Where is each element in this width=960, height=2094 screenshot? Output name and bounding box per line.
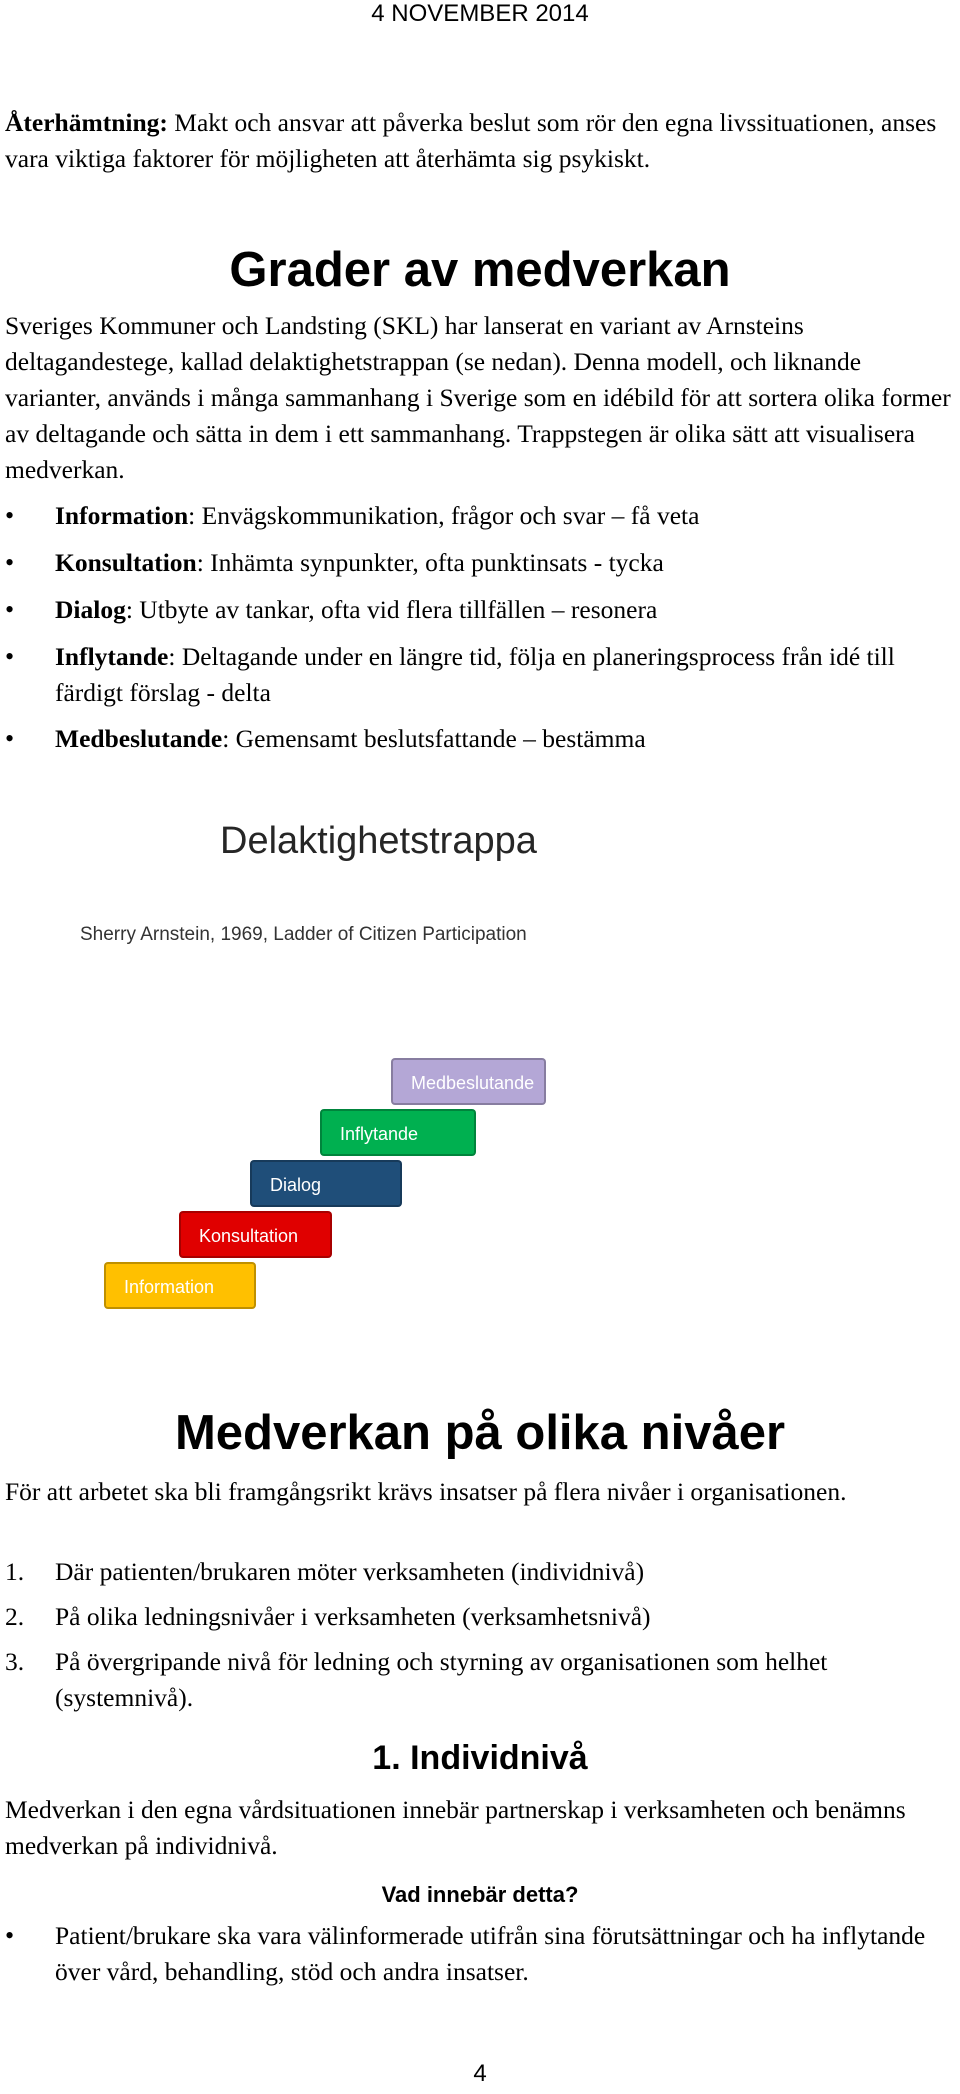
recovery-term: Återhämtning:	[5, 108, 168, 137]
bullet-text: : Gemensamt beslutsfattande – bestämma	[222, 724, 646, 753]
section-title-individniva: 1. Individnivå	[372, 1739, 588, 1777]
recovery-text: Makt och ansvar att påverka beslut som rör den egna livssituationen, anses vara viktiga faktorer för möjligheten att återhämta sig psykiskt.	[5, 108, 937, 173]
bullet-icon	[5, 721, 35, 757]
item-text: På övergripande nivå för ledning och styrning av organisationen som helhet (systemnivå).	[55, 1647, 828, 1712]
bullet-text: Patient/brukare ska vara välinformerade utifrån sina förutsättningar och ha inflytande över vård, behandling, stöd och andra insatser.	[55, 1921, 926, 1986]
step-inflytande: Inflytande	[320, 1109, 476, 1156]
page-number: 4	[473, 2060, 487, 2087]
section-title-grader: Grader av medverkan	[229, 243, 731, 297]
step-dialog: Dialog	[250, 1160, 402, 1207]
item-number: 3.	[5, 1647, 25, 1676]
bullet-icon	[5, 1918, 35, 1954]
bullet-term: Inflytande	[55, 642, 169, 671]
section1-paragraph: Sveriges Kommuner och Landsting (SKL) har lanserat en variant av Arnsteins deltagandestege, kallad delaktighetstrappan (se nedan). Denna modell, och liknande varianter, används i många sammanhang i Sverige som en idébild för att sortera olika former av deltagande och sätta in dem i ett sammanhang. Trappstegen är olika sätt att visualisera medverkan.	[5, 311, 951, 484]
list-item	[5, 721, 955, 757]
bullet-icon	[5, 592, 35, 628]
bullet-icon	[5, 498, 35, 534]
bullet-icon	[5, 545, 35, 581]
list-item	[5, 498, 955, 534]
item-text: Där patienten/brukaren möter verksamheten (individnivå)	[55, 1557, 645, 1586]
section-title-nivaer: Medverkan på olika nivåer	[174, 1406, 786, 1460]
bullet-icon	[5, 639, 35, 675]
numbered-item	[5, 1644, 955, 1716]
section2-paragraph: För att arbetet ska bli framgångsrikt krävs insatser på flera nivåer i organisationen.	[5, 1477, 847, 1506]
figure-title: Delaktighetstrappa	[220, 820, 537, 862]
numbered-item	[5, 1554, 955, 1590]
step-konsultation: Konsultation	[179, 1211, 332, 1258]
bullet-term: Dialog	[55, 595, 126, 624]
bullet-term: Konsultation	[55, 548, 197, 577]
list-item	[5, 592, 955, 628]
header-date: 4 NOVEMBER 2014	[371, 0, 589, 27]
recovery-paragraph	[5, 105, 955, 177]
bullet-text: : Deltagande under en längre tid, följa en planeringsprocess från idé till färdigt förslag - delta	[55, 642, 895, 707]
step-information: Information	[104, 1262, 256, 1309]
numbered-item	[5, 1599, 955, 1635]
list-item	[5, 639, 955, 711]
item-number: 1.	[5, 1557, 25, 1586]
participation-ladder-figure	[80, 800, 600, 1340]
bullet-text: : Envägskommunikation, frågor och svar – få veta	[188, 501, 700, 530]
section3-paragraph: Medverkan i den egna vårdsituationen innebär partnerskap i verksamheten och benämns medverkan på individnivå.	[5, 1795, 906, 1860]
figure-subtitle: Sherry Arnstein, 1969, Ladder of Citizen Participation	[80, 924, 527, 945]
step-medbeslutande: Medbeslutande	[391, 1058, 546, 1105]
item-number: 2.	[5, 1602, 25, 1631]
bullet-text: : Inhämta synpunkter, ofta punktinsats - tycka	[196, 548, 664, 577]
list-item	[5, 545, 955, 581]
bullet-term: Information	[55, 501, 189, 530]
list-item	[5, 1918, 955, 1990]
bullet-text: : Utbyte av tankar, ofta vid flera tillfällen – resonera	[125, 595, 658, 624]
bullet-term: Medbeslutande	[55, 724, 223, 753]
item-text: På olika ledningsnivåer i verksamheten (verksamhetsnivå)	[55, 1602, 651, 1631]
section3-subtitle: Vad innebär detta?	[381, 1882, 579, 1907]
